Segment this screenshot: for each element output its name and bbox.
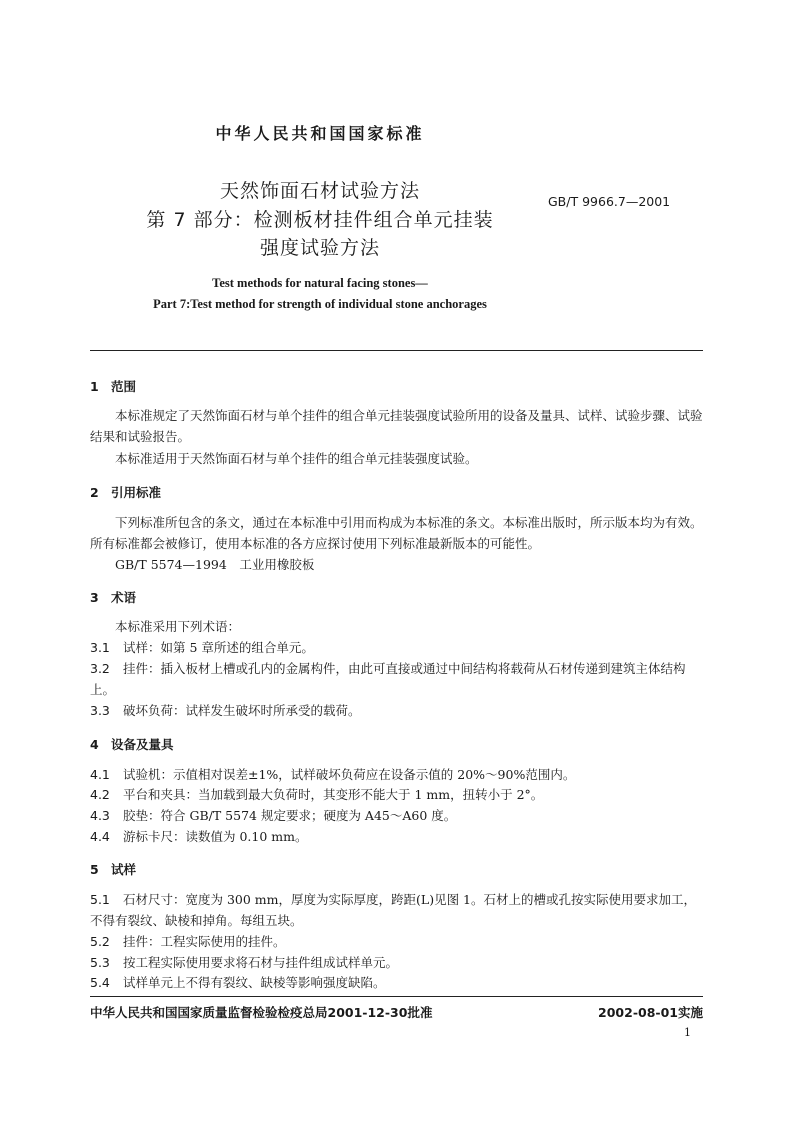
english-title-line-2: Part 7:Test method for strength of individual stone anchorages: [153, 297, 487, 311]
clause-number: 4.2: [90, 787, 110, 802]
clause-5-2: [90, 931, 703, 952]
clause-number: 5.2: [90, 934, 110, 949]
clause-5-4: [90, 972, 703, 993]
section-label: 术语: [111, 590, 137, 605]
clause-text: 挂件：工程实际使用的挂件。: [123, 934, 286, 949]
header-divider: [90, 350, 703, 351]
clause-text: 试样单元上不得有裂纹、缺棱等影响强度缺陷。: [123, 975, 386, 990]
title-line-1: 天然饰面石材试验方法: [219, 180, 420, 202]
clause-text: 按工程实际使用要求将石材与挂件组成试样单元。: [123, 955, 399, 970]
clause-4-3: [90, 805, 703, 826]
clause-text: 石材尺寸：宽度为 300 mm，厚度为实际厚度，跨距(L)见图 1。石材上的槽或孔按实际使用要求加工，不得有裂纹、缺棱和掉角。每组五块。: [90, 892, 696, 928]
section-label: 引用标准: [111, 485, 162, 500]
section-number: 5: [90, 862, 99, 877]
clause-number: 5.1: [90, 892, 110, 907]
section-number: 1: [90, 379, 99, 394]
section-1-paragraph-2: 本标准适用于天然饰面石材与单个挂件的组合单元挂装强度试验。: [115, 451, 478, 466]
national-standard-heading: 中华人民共和国国家标准: [215, 124, 425, 143]
clause-number: 4.4: [90, 829, 110, 844]
section-3-title: [90, 588, 136, 606]
clause-number: 3.1: [90, 640, 110, 655]
clause-5-3: [90, 952, 703, 973]
section-5-title: [90, 860, 136, 878]
section-number: 4: [90, 737, 99, 752]
section-2-title: [90, 483, 161, 501]
clause-3-2: [90, 658, 703, 700]
clause-4-4: [90, 826, 703, 847]
section-label: 试样: [111, 862, 137, 877]
clause-number: 5.4: [90, 975, 110, 990]
clause-number: 3.2: [90, 661, 110, 676]
english-title-line-1: Test methods for natural facing stones—: [212, 276, 428, 290]
section-label: 范围: [111, 379, 137, 394]
clause-text: 挂件：插入板材上槽或孔内的金属构件，由此可直接或通过中间结构将载荷从石材传递到建筑主体结构上。: [90, 661, 686, 697]
section-2-paragraph: 下列标准所包含的条文，通过在本标准中引用而构成为本标准的条文。本标准出版时，所示版本均为有效。所有标准都会被修订，使用本标准的各方应探讨使用下列标准最新版本的可能性。: [90, 515, 703, 551]
page-number: 1: [684, 1026, 691, 1039]
effective-date: 2002-08-01实施: [598, 1005, 703, 1020]
clause-text: 游标卡尺：读数值为 0.10 mm。: [123, 829, 308, 844]
clause-3-1: [90, 637, 703, 658]
clause-text: 试样：如第 5 章所述的组合单元。: [123, 640, 314, 655]
clause-text: 平台和夹具：当加载到最大负荷时，其变形不能大于 1 mm，扭转小于 2°。: [123, 787, 544, 802]
title-line-2: 第 7 部分：检测板材挂件组合单元挂装: [146, 209, 494, 231]
clause-4-2: [90, 784, 703, 805]
section-3-intro: 本标准采用下列术语：: [115, 619, 241, 634]
clause-3-3: [90, 700, 703, 721]
approval-statement: 中华人民共和国国家质量监督检验检疫总局2001-12-30批准: [90, 1005, 433, 1020]
clause-number: 4.1: [90, 767, 110, 782]
clause-number: 4.3: [90, 808, 110, 823]
clause-text: 胶垫：符合 GB/T 5574 规定要求；硬度为 A45～A60 度。: [123, 808, 457, 823]
title-line-3: 强度试验方法: [259, 237, 380, 259]
clause-number: 3.3: [90, 703, 110, 718]
clause-text: 破坏负荷：试样发生破坏时所承受的载荷。: [123, 703, 361, 718]
standard-code: GB/T 9966.7—2001: [548, 194, 671, 209]
section-number: 3: [90, 590, 99, 605]
section-1-paragraph-1: 本标准规定了天然饰面石材与单个挂件的组合单元挂装强度试验所用的设备及量具、试样、试验步骤、试验结果和试验报告。: [90, 408, 703, 444]
normative-reference: GB/T 5574—1994 工业用橡胶板: [115, 557, 315, 572]
section-label: 设备及量具: [111, 737, 174, 752]
clause-5-1: [90, 889, 703, 931]
clause-number: 5.3: [90, 955, 110, 970]
footer-divider: [90, 996, 703, 997]
section-4-title: [90, 735, 174, 753]
section-number: 2: [90, 485, 99, 500]
section-1-title: [90, 377, 136, 395]
clause-text: 试验机：示值相对误差±1%，试样破坏负荷应在设备示值的 20%～90%范围内。: [123, 767, 576, 782]
clause-4-1: [90, 764, 703, 785]
